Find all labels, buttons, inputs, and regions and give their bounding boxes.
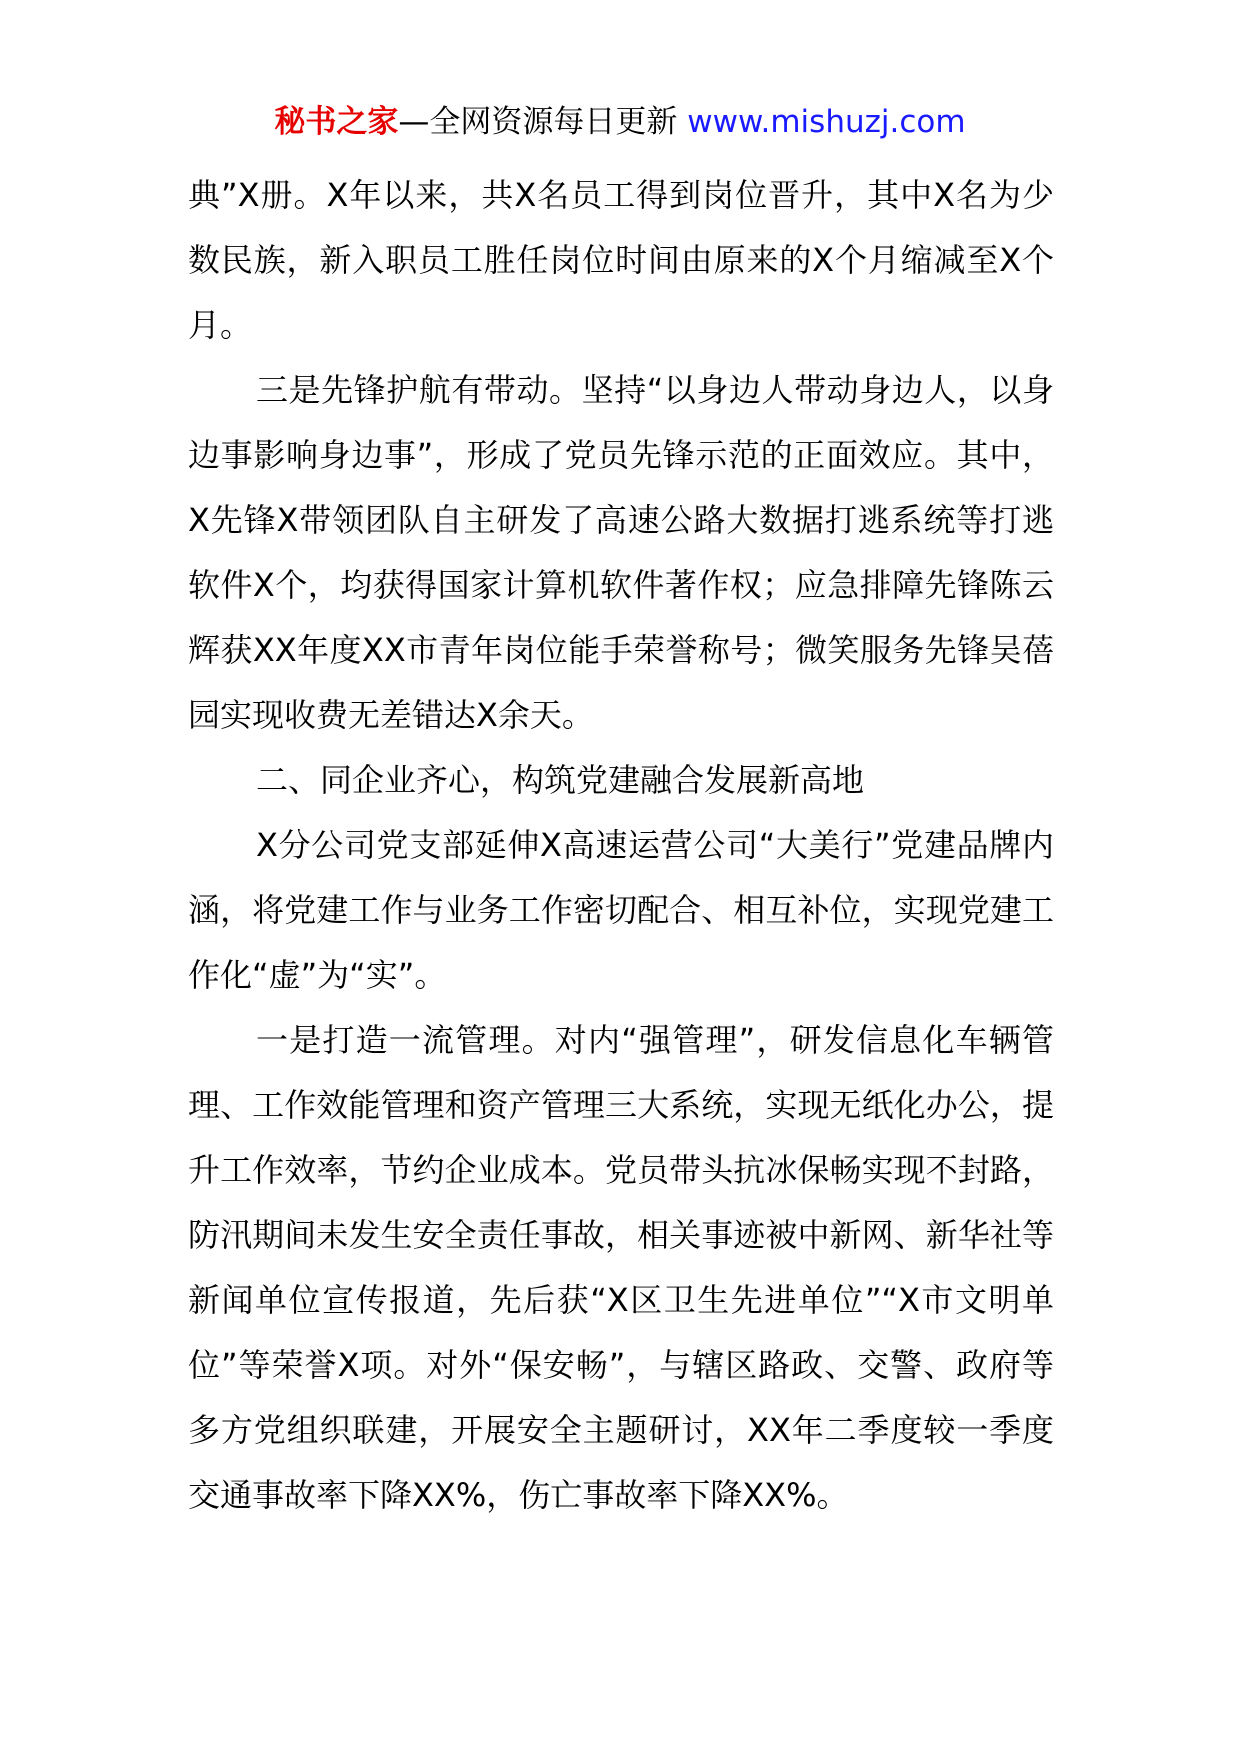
section-heading: 二、同企业齐心，构筑党建融合发展新高地	[256, 761, 865, 799]
site-header	[0, 100, 1240, 144]
site-url[interactable]: www.mishuzj.com	[687, 104, 966, 140]
paragraph-3: X分公司党支部延伸X高速运营公司“大美行”党建品牌内涵，将党建工作与业务工作密切配合、相互补位，实现党建工作化“虚”为“实”。	[188, 826, 1054, 994]
paragraph-4: 一是打造一流管理。对内“强管理”，研发信息化车辆管理、工作效能管理和资产管理三大系统，实现无纸化办公，提升工作效率，节约企业成本。党员带头抗冰保畅实现不封路，防汛期间未发生安全责任事故，相关事迹被中新网、新华社等新闻单位宣传报道，先后获“X区卫生先进单位”“X市文明单位”等荣誉X项。对外“保安畅”，与辖区路政、交警、政府等多方党组织联建，开展安全主题研讨，XX年二季度较一季度交通事故率下降XX%，伤亡事故率下降XX%。	[188, 1021, 1054, 1514]
paragraph-1: 典”X册。X年以来，共X名员工得到岗位晋升，其中X名为少数民族，新入职员工胜任岗位时间由原来的X个月缩减至X个月。	[188, 176, 1054, 344]
document-body	[188, 163, 1054, 1528]
site-brand: 秘书之家	[274, 104, 399, 140]
paragraph-2: 三是先锋护航有带动。坚持“以身边人带动身边人，以身边事影响身边事”，形成了党员先锋示范的正面效应。其中，X先锋X带领团队自主研发了高速公路大数据打逃系统等打逃软件X个，均获得国家计算机软件著作权；应急排障先锋陈云辉获XX年度XX市青年岗位能手荣誉称号；微笑服务先锋吴蓓园实现收费无差错达X余天。	[188, 371, 1054, 734]
site-slogan: —全网资源每日更新	[398, 104, 688, 140]
